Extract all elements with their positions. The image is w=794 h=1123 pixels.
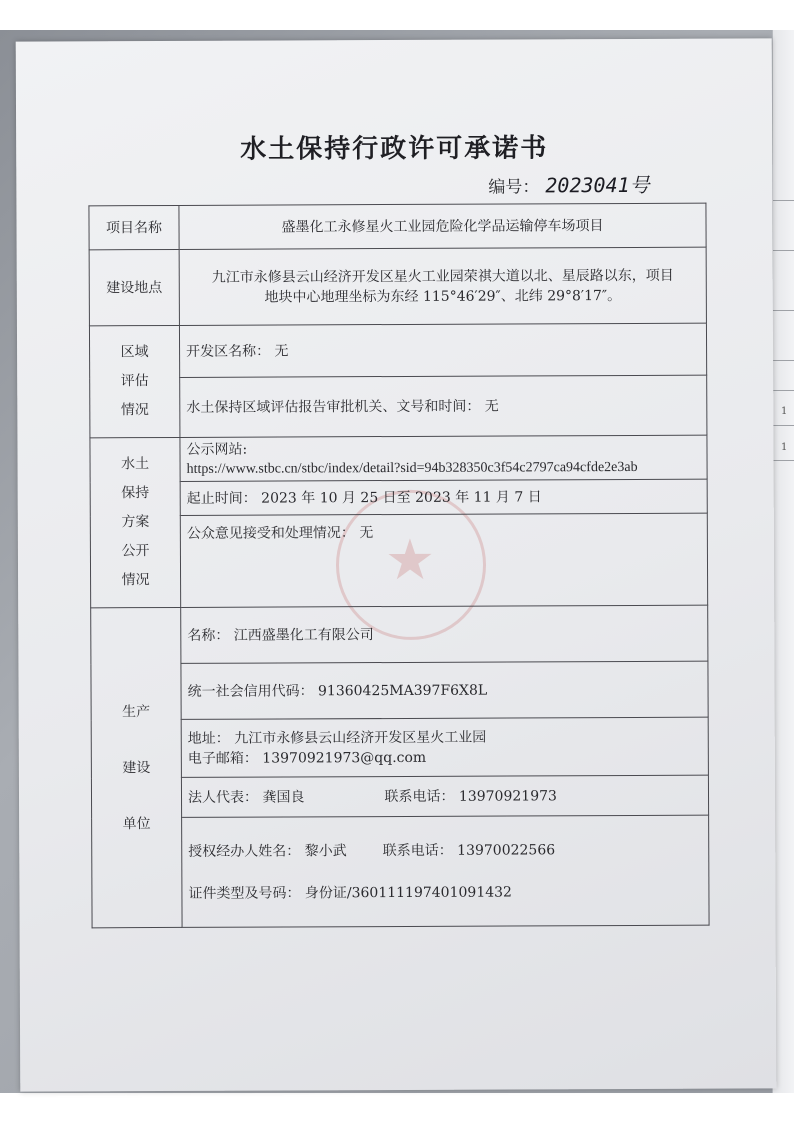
- report-approval-value: 水土保持区域评估报告审批机关、文号和时间： 无: [180, 375, 707, 437]
- agent-name-value: 授权经办人姓名： 黎小武: [188, 842, 347, 860]
- project-name-value: 盛墨化工永修星火工业园危险化学品运输停车场项目: [179, 203, 706, 249]
- label-plan-disclosure: 水土 保持 方案 公开 情况: [90, 437, 181, 607]
- adjacent-rule: [773, 460, 794, 461]
- location-line-1: 九江市永修县云山经济开发区星火工业园荣祺大道以北、星辰路以东，项目: [211, 267, 674, 286]
- row-period: [90, 479, 707, 516]
- serial-number: [488, 169, 649, 199]
- address-value: 地址： 九江市永修县云山经济开发区星火工业园: [187, 729, 487, 747]
- location-value: [179, 247, 706, 325]
- label-producer: 生产 建设 单位: [91, 607, 182, 927]
- company-name-value: 名称： 江西盛墨化工有限公司: [181, 605, 708, 663]
- legal-phone-value: 联系电话： 13970921973: [384, 787, 557, 805]
- location-line-2: 地块中心地理坐标为东经 115°46′29″、北纬 29°8′17″。: [264, 287, 622, 306]
- agent-cell: [182, 815, 709, 927]
- adjacent-mark: 1: [781, 406, 788, 417]
- serial-value-handwritten: 2023041号: [545, 172, 650, 198]
- row-website: [90, 435, 707, 482]
- row-public-opinion: [90, 513, 707, 608]
- row-regional-zone: [89, 323, 706, 378]
- adjacent-rule: [773, 200, 794, 201]
- label-location: 建设地点: [89, 249, 179, 325]
- zone-name-value: 开发区名称： 无: [179, 323, 706, 377]
- adjacent-rule: [773, 390, 794, 391]
- row-credit-code: [91, 661, 708, 720]
- row-regional-report: [90, 375, 707, 438]
- website-cell: [180, 435, 707, 481]
- row-legal-rep: [91, 775, 708, 818]
- agent-phone-value: 联系电话： 13970022566: [382, 841, 556, 859]
- adjacent-rule: [773, 310, 794, 311]
- row-company-name: [91, 605, 708, 664]
- legal-rep-cell: [181, 775, 708, 817]
- credit-code-value: 统一社会信用代码： 91360425MA397F6X8L: [181, 661, 708, 719]
- legal-rep-value: 法人代表： 龚国良: [187, 788, 305, 806]
- adjacent-rule: [773, 360, 794, 361]
- document-title: 水土保持行政许可承诺书: [240, 133, 549, 165]
- row-location: [89, 247, 706, 326]
- row-address: [91, 717, 708, 778]
- website-url-link[interactable]: https://www.stbc.cn/stbc/index/detail?sid=94b328350c3f54c2797ca94cfde2e3ab: [186, 459, 638, 477]
- serial-label: 编号：: [488, 177, 540, 198]
- label-project-name: 项目名称: [89, 205, 179, 249]
- row-project-name: [89, 203, 706, 250]
- adjacent-rule: [773, 250, 794, 251]
- star-icon: ★: [384, 527, 436, 594]
- document-page: [16, 38, 777, 1091]
- label-regional-eval: 区域 评估 情况: [89, 325, 179, 437]
- commitment-form-table: [88, 203, 709, 929]
- period-value: 起止时间： 2023 年 10 月 25 日至 2023 年 11 月 7 日: [180, 479, 707, 515]
- agent-line: [188, 839, 702, 861]
- id-doc-value: 证件类型及号码： 身份证/360111197401091432: [188, 883, 512, 902]
- email-value: 电子邮箱： 13970921973@qq.com: [187, 749, 427, 767]
- address-cell: [181, 717, 708, 777]
- adjacent-mark: 1: [781, 442, 788, 453]
- row-agent: [92, 815, 709, 928]
- adjacent-rule: [773, 425, 794, 426]
- website-label: 公示网站:: [186, 441, 248, 458]
- public-opinion-value: 公众意见接受和处理情况： 无: [180, 513, 707, 607]
